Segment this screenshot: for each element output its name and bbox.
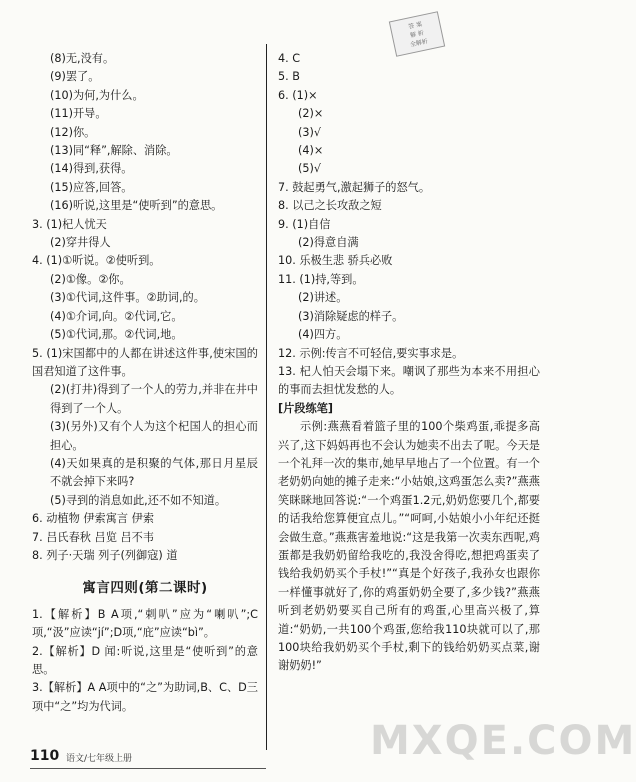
answer-q5-item: 5. (1)宋国都中的人都在讲述这件事,使宋国的国君知道了这件事。 [32, 346, 258, 378]
answer-q13: 13. 杞人怕天会塌下来。嘲讽了那些为本来不用担心的事而去担忧发愁的人。 [278, 364, 540, 397]
answer-q8: 8. 列子·天瑞 列子(列御寇) 道 [32, 548, 178, 562]
answer-q3-line: (2)穿井得人 [50, 236, 111, 250]
right-column [278, 50, 540, 676]
section-title: 寓言四则(第二课时) [82, 580, 208, 597]
answer-line: (2)讲述。 [298, 291, 348, 305]
answer-q5-item: (2)(打井)得到了一个人的劳力,并非在井中得到了一个人。 [50, 383, 258, 415]
answer-line: (4)四方。 [298, 328, 348, 342]
answer-q4-line: (4)①介词,向。②代词,它。 [50, 309, 183, 323]
answer-line: 9. (1)自信 [278, 217, 331, 231]
answer-line: 10. 乐极生悲 骄兵必败 [278, 254, 393, 268]
answer-line: 6. (1)× [278, 88, 318, 102]
answer-line: (8)无,没有。 [50, 52, 115, 65]
answer-line: 8. 以己之长攻敌之短 [278, 199, 382, 213]
answer-q5-item: (5)寻到的消息如此,还不如不知道。 [50, 493, 227, 507]
answer-line: (11)开导。 [50, 107, 107, 121]
page-number: 110 [30, 748, 60, 764]
solution-item: 3.【解析】A A项中的“之”为助词,B、C、D三项中“之”均为代词。 [32, 681, 258, 713]
answer-line: (15)应答,回答。 [50, 180, 133, 194]
answer-line: (2)得意自满 [298, 236, 359, 250]
footer-rule [30, 768, 266, 769]
answer-q5-item: (4)天如果真的是积聚的气体,那日月星辰不就会掉下来吗? [50, 456, 258, 489]
answer-line: 4. C [278, 52, 301, 65]
answer-line: 12. 示例:传言不可轻信,要实事求是。 [278, 346, 464, 360]
solution-item: 1.【解析】B A项,“剌叭”应为“喇叭”;C项,“汲”应读“jí”;D项,“庇”应读“bì”。 [32, 607, 258, 640]
answer-line: (12)你。 [50, 125, 96, 139]
answer-line: 5. B [278, 70, 300, 84]
practice-heading: [片段练笔] [278, 401, 333, 415]
answer-line: (4)× [298, 144, 324, 158]
answer-line: (3)√ [298, 125, 321, 139]
solution-item: 2.【解析】D 闻:听说,这里是“使听到”的意思。 [32, 644, 258, 676]
watermark: MXQE.COM [370, 718, 636, 764]
answer-q4-line: 4. (1)①听说。②使听到。 [32, 254, 161, 268]
practice-essay: 示例:燕燕看着篮子里的100个柴鸡蛋,乖提多高兴了,这下妈妈再也不会认为她卖不出去了呢。今天是一个礼拜一次的集市,她早早地占了一个位置。有一个老奶奶向她的摊子走来:“小姑娘,这鸡蛋怎么卖?”燕燕笑眯眯地回答说:“一个鸡蛋1.2元,奶奶您要几个,都要的话我给您算便宜点儿。”“呵呵,小姑娘小小年纪还挺会做生意。”燕燕害羞地说:“这是我第一次卖东西呢,鸡蛋都是我奶奶留给我吃的,我没舍得吃,想把鸡蛋卖了钱给我奶奶买个手杖!”“真是个好孩子,我孙女也跟你一样懂事就好了,你的鸡蛋奶奶全要了,多少钱?”燕燕听到老奶奶要买自己所有的鸡蛋,心里高兴极了,算道:“奶奶,一共100个鸡蛋,您给我110块就可以了,那100块给我奶奶买个手杖,剩下的钱给奶奶买点菜,谢谢奶奶!” [278, 420, 540, 673]
answer-q6: 6. 动植物 伊索寓言 伊索 [32, 512, 155, 526]
answer-line: (2)× [298, 107, 324, 121]
column-divider [266, 44, 267, 750]
answer-line: (5)√ [298, 162, 321, 176]
answer-line: (10)为何,为什么。 [50, 88, 144, 102]
answer-q4-line: (5)①代词,那。②代词,地。 [50, 328, 183, 342]
answer-line: (3)消除疑虑的样子。 [298, 309, 404, 323]
answer-line: (9)罢了。 [50, 70, 100, 84]
answer-line: 11. (1)持,等到。 [278, 272, 364, 286]
book-subtitle: 语文/七年级上册 [66, 754, 133, 764]
answer-line: (14)得到,获得。 [50, 162, 133, 176]
answer-line: (16)听说,这里是“使听到”的意思。 [50, 199, 223, 213]
answer-line: 7. 鼓起勇气,激起狮子的怒气。 [278, 180, 431, 194]
answer-q4-line: (2)①像。②你。 [50, 272, 131, 286]
answer-q4-line: (3)①代词,这件事。②助词,的。 [50, 291, 205, 305]
answer-q7: 7. 吕氏春秋 吕览 吕不韦 [32, 530, 155, 544]
answer-q3-line: 3. (1)杞人忧天 [32, 217, 107, 231]
answer-q5-item: (3)(另外)又有个人为这个杞国人的担心而担心。 [50, 420, 258, 452]
left-column [32, 50, 258, 716]
answer-line: (13)同“释”,解除、消除。 [50, 144, 178, 158]
stamp-seal: 答 案 解 析 全解析 [389, 11, 445, 57]
